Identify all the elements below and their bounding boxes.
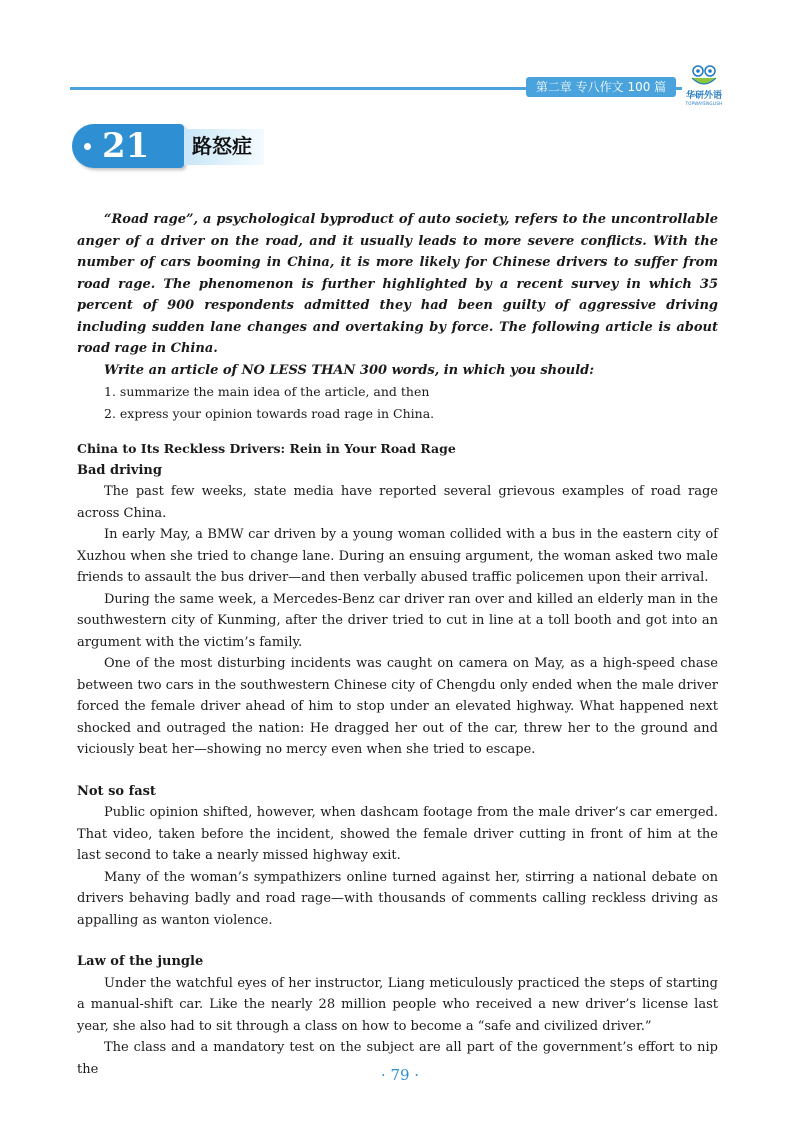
prompt-paragraph: “Road rage”, a psychological byproduct of auto society, refers to the uncontrollable anger of a driver on the road, and it usually leads to more severe conflicts. With the number of cars booming in China, it is more likely for Chinese drivers to suffer from road rage. The phenomenon is further highlighted by a recent survey in which 35 percent of 900 respondents admitted they had been guilty of aggressive driving including sudden lane changes and overtaking by force. The following article is about road rage in China. [77, 212, 718, 356]
article-paragraph: One of the most disturbing incidents was caught on camera on May, as a high-speed chase between two cars in the southwestern Chinese city of Chengdu only ended when the male driver forced the female driver ahead of him to stop under an elevated highway. What happened next shocked and outraged the nation: He dragged her out of the car, threw her to the ground and viciously beat her—showing no mercy even when she tried to escape. [77, 656, 718, 757]
section-heading: Not so fast [77, 783, 156, 799]
section-heading: Bad driving [77, 462, 162, 478]
task-item: 1. summarize the main idea of the article, and then [104, 384, 430, 399]
essay-title: 路怒症 [192, 134, 252, 158]
bullet-dot-icon [84, 143, 91, 150]
section-heading: Law of the jungle [77, 954, 204, 969]
frog-logo-icon [689, 64, 719, 88]
page-number: · 79 · [380, 1066, 420, 1084]
logo-name: 华研外语 [685, 91, 722, 101]
essay-number: 21 [102, 126, 150, 166]
page-content [77, 209, 718, 1080]
logo-subtext: TOPWAYENGLISH [685, 101, 723, 106]
essay-prompt [77, 209, 718, 360]
article-paragraph: Under the watchful eyes of her instructor, Liang meticulously practiced the steps of starting a manual-shift car. Like the nearly 28 million people who received a new driver’s license last year, she also had to sit through a class on how to become a “safe and civilized driver.” [77, 975, 718, 1034]
article-paragraph: Many of the woman’s sympathizers online turned against her, stirring a national debate on drivers behaving badly and road rage—with thousands of comments calling reckless driving as appalling as wanton violence. [77, 869, 718, 928]
prompt-instruction: Write an article of NO LESS THAN 300 words, in which you should: [104, 362, 595, 378]
publisher-logo [680, 64, 728, 106]
article-title: China to Its Reckless Drivers: Rein in Your Road Rage [77, 441, 456, 456]
article-paragraph: The past few weeks, state media have reported several grievous examples of road rage across China. [77, 484, 718, 521]
essay-number-tab [72, 124, 184, 168]
article-paragraph: In early May, a BMW car driven by a young woman collided with a bus in the eastern city of Xuzhou when she tried to change lane. During an ensuing argument, the woman asked two male friends to assault the bus driver—and then verbally abused traffic policemen upon their arrival. [77, 527, 718, 585]
article-paragraph: The class and a mandatory test on the subject are all part of the government’s effort to nip the [77, 1040, 718, 1077]
article-paragraph: During the same week, a Mercedes-Benz car driver ran over and killed an elderly man in the southwestern city of Kunming, after the driver tried to cut in line at a toll booth and got into an argument with the victim’s family. [77, 591, 718, 650]
task-item: 2. express your opinion towards road rage in China. [104, 405, 435, 421]
article-paragraph: Public opinion shifted, however, when dashcam footage from the male driver’s car emerged. That video, taken before the incident, showed the female driver cutting in front of him at the last second to take a nearly missed highway exit. [77, 805, 718, 863]
chapter-label: 第二章 专八作文 100 篇 [526, 77, 676, 97]
